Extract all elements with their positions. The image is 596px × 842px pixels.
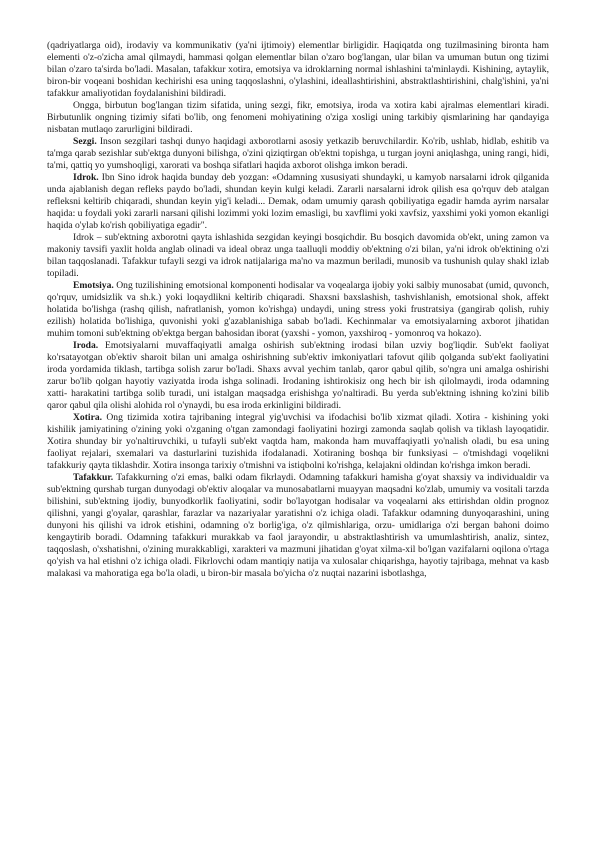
paragraph-text: (qadriyatlarga oid), irodaviy va kommunikativ (ya'ni ijtimoiy) elementlar birligidir. Haqiqatda ong tuzilmasining bironta ham elementi o'z-o'zicha amal qilmaydi, hammasi qolgan elementlar bilan o'zaro bog'langan, ular bilan va umuman butun ong tizimi bilan o'zaro ta'sirda bo'ladi. Masalan, tafakkur xotira, emotsiya va idroklarning normal ishlashini ta'minlaydi. Kishining, aytaylik, biron-bir voqeani boshidan kechirishi esa uning taqqoslashni, o'ylashini, ideallashtirishini, abstraktlashtirishini, chalg'ishini, ya'ni tafakkur amaliyotidan foydalanishini bildiradi. (47, 40, 549, 99)
paragraph-text: Ibn Sino idrok haqida bunday deb yozgan: «Odamning xususiyati shundayki, u kamyob narsalarni idrok qilganida unda ajablanish degan refleks paydo bo'ladi, shundan keyin kulgi keladi. Zararli narsalarni idrok qilish esa qo'rquv deb atalgan refleksni keltirib chiqaradi, shundan keyin yig'i keladi... Demak, odam umumiy qarash qobiliyatiga egadir hamda ayrim narsalar haqida: u foydali yoki zararli narsani qilishi lozimmi yoki lozim emasligi, bu xavflimi yoki xavfsiz, yaxshimi yoki yomon ekanligi haqida o'ylab ko'rish qobiliyatiga egadir". (47, 172, 549, 231)
paragraph-text: Inson sezgilari tashqi dunyo haqidagi axborotlarni asosiy yetkazib beruvchilardir. Ko'rib, ushlab, hidlab, eshitib va ta'mga qarab sezishlar sub'ektga dunyoni bilishga, o'zini qiziqtirgan ob'ektni topishga, u turgan joyni aniqlashga, uning rangi, hidi, ta'mi, qattiq yo yumshoqligi, xarorati va boshqa sifatlari haqida axborot olishga imkon beradi. (47, 136, 549, 171)
paragraph-intro (47, 40, 549, 100)
paragraph-memory (47, 412, 549, 472)
document-page (47, 0, 549, 580)
paragraph-text: Ong tuzilishining emotsional komponenti hodisalar va voqealarga ijobiy yoki salbiy munosabat (umid, quvonch, qo'rquv, umidsizlik va sh.k.) yoki loqaydlikni keltirib chiqaradi. Shaxsni baxslashish, tashvishlanish, emotsional shok, affekt holatida bo'lishga (rashq qilish, nafratlanish, yomon ko'rishga) undaydi, uning stress yoki frustratsiya (gangirab qolish, ruhiy ezilish) holatida bo'lishiga, quvonishi yoki g'azablanishiga sabab bo'ladi. Kechinmalar va emotsiyalarning axborot jihatidan muhim tomoni sub'ektning ob'ektga bergan bahosidan iborat (yaxshi - yomon, yaxshiroq - yomonroq va hokazo). (47, 280, 549, 339)
paragraph-text: Ongga, birbutun bog'langan tizim sifatida, uning sezgi, fikr, emotsiya, iroda va xotira kabi ajralmas elementlari kiradi. Birbutunlik ongning tizimiy sifati bo'lib, ong fenomeni mohiyatining o'ziga xosligi uning tarkibiy qismlarining har qandayiga nisbatan mutlaqo zarurligini bildiradi. (47, 100, 549, 135)
paragraph-perception (47, 172, 549, 232)
paragraph-will (47, 340, 549, 412)
paragraph-text: Ong tizimida xotira tajribaning integral yig'uvchisi va ifodachisi bo'lib xizmat qiladi. Xotira - kishining yoki kishilik jamiyatining o'zining yoki o'zganing o'tgan zamondagi faoliyatini hozirgi zamonda saqlab qolish va tiklash layoqatidir. Xotira shunday bir yo'naltiruvchiki, u tufayli sub'ekt vaqtda ham, makonda ham muvaffaqiyatli yo'nalish oladi, bu esa uning faoliyat rejalari, sxemalari va dasturlarini tuzishida ifodalanadi. Xotiraning boshqa bir funksiyasi – o'tmishdagi voqelikni tafakkuriy qayta tiklashdir. Xotira insonga tarixiy o'tmishni va istiqbolni ko'rishga, kelajakni oldindan ko'rishga imkon beradi. (47, 412, 549, 471)
paragraph-emotion (47, 280, 549, 340)
term-heading: Tafakkur. (73, 472, 114, 483)
paragraph-sensation (47, 136, 549, 172)
paragraph-text: Idrok – sub'ektning axborotni qayta ishlashida sezgidan keyingi bosqichdir. Bu bosqich davomida ob'ekt, uning zamon va makoniy tavsifi yaxlit holda anglab olinadi va ideal obraz unga taalluqli moddiy ob'ektning o'zi bilan, ya'ni idrok ob'ektining o'zi bilan taqqoslanadi. Tafakkur tufayli sezgi va idrok natijalariga ma'no va mazmun beriladi, munosib va tushunish qulay shakl izlab topiladi. (47, 232, 549, 279)
term-heading: Xotira. (73, 412, 103, 423)
paragraph-text: Emotsiyalarni muvaffaqiyatli amalga oshirish sub'ektning irodasi bilan uzviy bog'liqdir. Sub'ekt faoliyat ko'rsatayotgan ob'ektiv sharoit bilan uni amalga oshirishning sub'ektiv imkoniyatlari tafovut qilib qolganda sub'ekt faoliyatini iroda yordamida tiklash, tartibga solish zarur bo'ladi. Shaxs avval yechim tanlab, qaror qabul qilib, so'ngra uni amalga oshirishi zarur bo'lib qolgan hayotiy vaziyatda iroda ishga solinadi. Irodaning ishtirokisiz ong hech bir ish qilolmaydi, iroda odamning xatti- harakatini tartibga solib turadi, uni istalgan maqsadga erishishga yo'naltiradi. Bu yerda sub'ektning ishning ko'zini bilib qaror qabul qila olishi alohida rol o'ynaydi, bu esa iroda erkinligini bildiradi. (47, 340, 549, 411)
term-heading: Sezgi. (73, 136, 97, 147)
paragraph-text: Tafakkurning o'zi emas, balki odam fikrlaydi. Odamning tafakkuri hamisha g'oyat shaxsiy va individualdir va sub'ektning qurshab turgan dunyodagi ob'ektiv aloqalar va munosabatlarni muayyan maqsadni ko'zlab, umumiy va vositali tarzda bilishini, sub'ektning ijodiy, bunyodkorlik faoliyatini, sodir bo'layotgan hodisalar va voqealarni aks ettirishdan oldin prognoz qilishni, yangi g'oyalar, qarashlar, farazlar va nazariyalar yaratishni o'z ichiga oladi. Tafakkur odamning dunyoqarashini, uning dunyoni his qilishi va idrok etishini, odamning o'z borlig'iga, o'z qilmishlariga, orzu- umidlariga o'zi bergan bahoni doimo kengaytirib boradi. Odamning tafakkuri murakkab va faol jarayondir, u abstraktlashtirish va umumlashtirish, analiz, sintez, taqqoslash, o'xshatishni, o'zining murakkabligi, xarakteri va mazmuni jihatidan g'oyat xilma-xil bo'lgan vazifalarni oqilona o'rtaga qo'yish va hal etishni o'z ichiga oladi. Fikrlovchi odam mantiqiy natija va xulosalar chiqarishga, hayotiy tajribaga, mehnat va kasb malakasi va mahoratiga ega bo'la oladi, u biron-bir masala bo'yicha o'z nuqtai nazarini isbotlashga, (47, 472, 549, 579)
paragraph-perception-stage (47, 232, 549, 280)
term-heading: Emotsiya. (73, 280, 114, 291)
paragraph-consciousness-elements (47, 100, 549, 136)
paragraph-thinking (47, 472, 549, 580)
term-heading: Iroda. (73, 340, 99, 351)
term-heading: Idrok. (73, 172, 99, 183)
